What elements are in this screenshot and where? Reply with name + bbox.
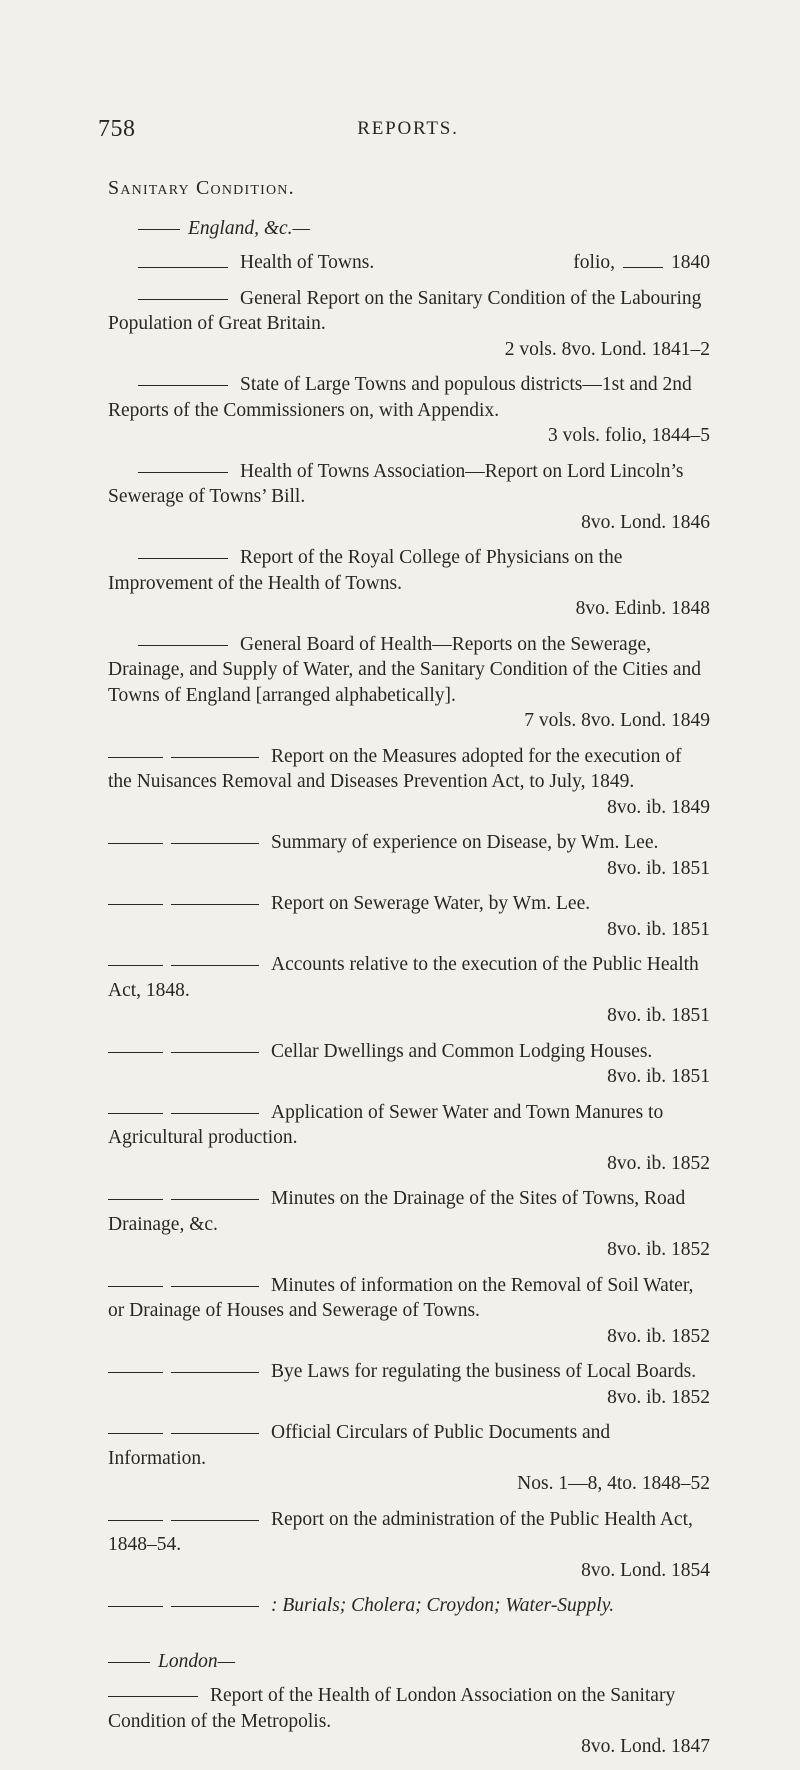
entry-text: Report on Sewerage Water, by Wm. Lee.: [271, 893, 591, 914]
entry-text: Accounts relative to the execution of the Public Health Act, 1848.: [108, 954, 699, 1001]
ditto-rule: [138, 385, 228, 386]
entry-text: Bye Laws for regulating the business of Local Boards.: [271, 1361, 697, 1382]
entry-imprint: 8vo. Lond. 1854: [581, 1559, 710, 1581]
bibliography-entry: [108, 1593, 710, 1619]
page-number: 758: [98, 116, 136, 142]
ditto-rule: [108, 1696, 198, 1697]
entry-text: Official Circulars of Public Documents and Information.: [108, 1422, 611, 1469]
double-ditto-rule: [108, 1359, 259, 1385]
ditto-rule: [138, 558, 228, 559]
double-ditto-rule: [108, 1100, 259, 1126]
london-subhead-text: London—: [158, 1650, 235, 1672]
dash-rule: [108, 1662, 150, 1663]
dash-rule: [138, 229, 180, 230]
entry-imprint: 3 vols. folio, 1844–5: [548, 425, 710, 446]
entry-imprint: Nos. 1—8, 4to. 1848–52: [517, 1473, 710, 1494]
entry-imprint: 8vo. ib. 1852: [607, 1325, 710, 1347]
double-ditto-rule: [108, 1593, 259, 1619]
double-ditto-rule: [108, 1039, 259, 1065]
entry-title: Health of Towns.: [240, 252, 375, 273]
entry-text: Report on the administration of the Public Health Act, 1848–54.: [108, 1508, 693, 1555]
bibliography-entry: [108, 952, 710, 1029]
bibliography-entry: [108, 1100, 710, 1177]
bibliography-entry: [108, 250, 710, 276]
entry-imprint: 8vo. Edinb. 1848: [575, 598, 710, 619]
double-ditto-rule: [108, 891, 259, 917]
bibliography-entry: [108, 372, 710, 449]
bibliography-entry: [108, 286, 710, 363]
entry-imprint: 8vo. ib. 1852: [607, 1386, 710, 1408]
bibliography-entry: [108, 545, 710, 622]
bibliography-entry: [108, 1273, 710, 1350]
double-ditto-rule: [108, 1420, 259, 1446]
subhead-text: England, &c.—: [188, 217, 310, 239]
page-body: [108, 176, 710, 1770]
bibliography-entry: [108, 1039, 710, 1090]
bibliography-entry: [108, 1507, 710, 1584]
double-ditto-rule: [108, 830, 259, 856]
running-title: REPORTS.: [357, 118, 459, 139]
bibliography-entry: [108, 1186, 710, 1263]
entry-text: Application of Sewer Water and Town Manures to Agricultural production.: [108, 1101, 664, 1148]
ditto-rule: [138, 267, 228, 268]
entry-imprint: 8vo. ib. 1851: [607, 857, 710, 879]
entry-text: Report of the Health of London Association on the Sanitary Condition of the Metropolis.: [108, 1685, 676, 1732]
entry-text: Cellar Dwellings and Common Lodging Houses.: [271, 1040, 653, 1062]
bibliography-entry: [108, 1359, 710, 1410]
entry-text: Minutes of information on the Removal of Soil Water, or Drainage of Houses and Sewerage of Towns.: [108, 1274, 694, 1321]
entry-text: Health of Towns Association—Report on Lord Lincoln’s Sewerage of Towns’ Bill.: [108, 460, 684, 507]
entry-imprint: 8vo. ib. 1851: [607, 1066, 710, 1087]
bibliography-entry: [108, 1420, 710, 1497]
entry-text: General Report on the Sanitary Condition of the Labouring Population of Great Britain.: [108, 287, 702, 334]
entry-imprint: 8vo. ib. 1852: [607, 1239, 710, 1260]
entry-imprint: 8vo. Lond. 1846: [581, 511, 710, 533]
bibliography-entry: [108, 891, 710, 942]
entry-imprint: 8vo. ib. 1851: [607, 918, 710, 940]
ditto-rule: [623, 267, 663, 268]
double-ditto-rule: [108, 1273, 259, 1299]
section-subhead: [138, 216, 710, 242]
entry-text: State of Large Towns and populous districts—1st and 2nd Reports of the Commissioners on, with Appendix.: [108, 374, 692, 421]
page-header: [98, 116, 718, 146]
entry-text: General Board of Health—Reports on the Sewerage, Drainage, and Supply of Water, and the Sanitary Condition of the Cities and Towns of England [arranged alphabetically].: [108, 633, 701, 706]
bibliography-entry: [108, 632, 710, 734]
double-ditto-rule: [108, 1186, 259, 1212]
bibliography-entry: [108, 744, 710, 821]
bibliography-entry: [108, 830, 710, 881]
entry-text: Report of the Royal College of Physicians on the Improvement of the Health of Towns.: [108, 547, 623, 594]
london-subhead: [108, 1649, 710, 1675]
entry-imprint: 8vo. ib. 1851: [607, 1005, 710, 1026]
entry-text: Report on the Measures adopted for the execution of the Nuisances Removal and Diseases Prevention Act, to July, 1849.: [108, 745, 682, 792]
entry-imprint: 2 vols. 8vo. Lond. 1841–2: [504, 338, 710, 360]
london-section: [108, 1649, 710, 1760]
ditto-rule: [138, 299, 228, 300]
entry-imprint: 8vo. ib. 1852: [607, 1152, 710, 1174]
entry-imprint-year: 1840: [671, 252, 710, 273]
ditto-rule: [138, 472, 228, 473]
entry-imprint: 7 vols. 8vo. Lond. 1849: [524, 710, 710, 731]
double-ditto-rule: [108, 744, 259, 770]
double-ditto-rule: [108, 952, 259, 978]
ditto-rule: [138, 645, 228, 646]
entry-imprint: 8vo. Lond. 1847: [581, 1736, 710, 1757]
entry-imprint-format: folio,: [573, 252, 615, 273]
entry-text: Minutes on the Drainage of the Sites of Towns, Road Drainage, &c.: [108, 1188, 686, 1235]
section-title: Sanitary Condition.: [108, 177, 295, 199]
entry-text: Summary of experience on Disease, by Wm. Lee.: [271, 832, 659, 853]
entry-imprint: 8vo. ib. 1849: [607, 796, 710, 818]
entry-text: : Burials; Cholera; Croydon; Water-Supply.: [271, 1595, 615, 1616]
double-ditto-rule: [108, 1507, 259, 1533]
bibliography-entry: [108, 459, 710, 536]
bibliography-entry: [108, 1683, 710, 1760]
